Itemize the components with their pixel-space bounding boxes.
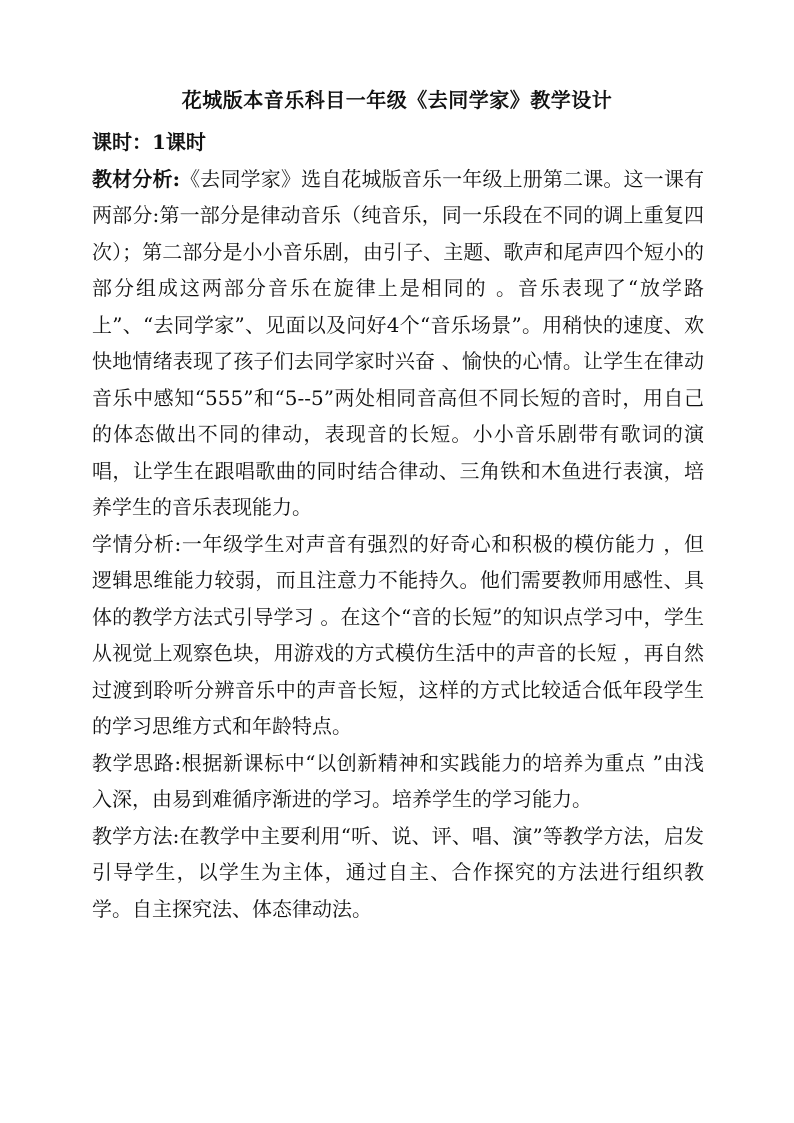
section-label: 教学思路: — [92, 750, 182, 775]
document-body — [92, 124, 704, 927]
section-text: 一年级学生对声音有强烈的好奇心和积极的模仿能力 ，但逻辑思维能力较弱，而且注意力不能持久。他们需要教师用感性、具体的教学方法式引导学习 。在这个“音的长短”的知识点学习中，学生从视觉上观察色块，用游戏的方式模仿生活中的声音的长短 ，再自然过渡到聆听分辨音乐中的声音长短，这样的方式比较适合低年段学生的学习思维方式和年龄特点。 — [92, 531, 704, 738]
section-teaching-approach — [92, 745, 704, 818]
section-text: 在教学中主要利用“听、说、评、唱、演”等教学方法，启发引导学生，以学生为主体，通过自主、合作探究的方法进行组织教学。自主探究法、体态律动法。 — [92, 823, 704, 921]
section-label: 教材分析: — [92, 166, 180, 191]
section-teaching-method — [92, 818, 704, 928]
section-label: 学情分析: — [92, 531, 182, 556]
document-title: 花城版本音乐科目一年级《去同学家》教学设计 — [181, 88, 613, 112]
section-material-analysis — [92, 161, 704, 526]
section-text: 《去同学家》选自花城版音乐一年级上册第二课。这一课有两部分:第一部分是律动音乐（纯音乐，同一乐段在不同的调上重复四次）；第二部分是小小音乐剧，由引子、主题、歌声和尾声四个短小的部分组成这两部分音乐在旋律上是相同的 。音乐表现了“放学路上”、“去同学家”、见面以及问好4个“音乐场景”。用稍快的速度、欢快地情绪表现了孩子们去同学家时兴奋 、愉快的心情。让学生在律动音乐中感知“555”和“5--5”两处相同音高但不同长短的音时，用自己的体态做出不同的律动，表现音的长短。小小音乐剧带有歌词的演唱，让学生在跟唱歌曲的同时结合律动、三角铁和木鱼进行表演，培养学生的音乐表现能力。 — [92, 166, 704, 519]
section-text: 根据新课标中“以创新精神和实践能力的培养为重点 ”由浅入深，由易到难循序渐进的学习。培养学生的学习能力。 — [92, 750, 704, 811]
section-label: 教学方法: — [92, 823, 180, 848]
lesson-time: 课时：1课时 — [92, 130, 206, 154]
section-student-analysis — [92, 526, 704, 745]
